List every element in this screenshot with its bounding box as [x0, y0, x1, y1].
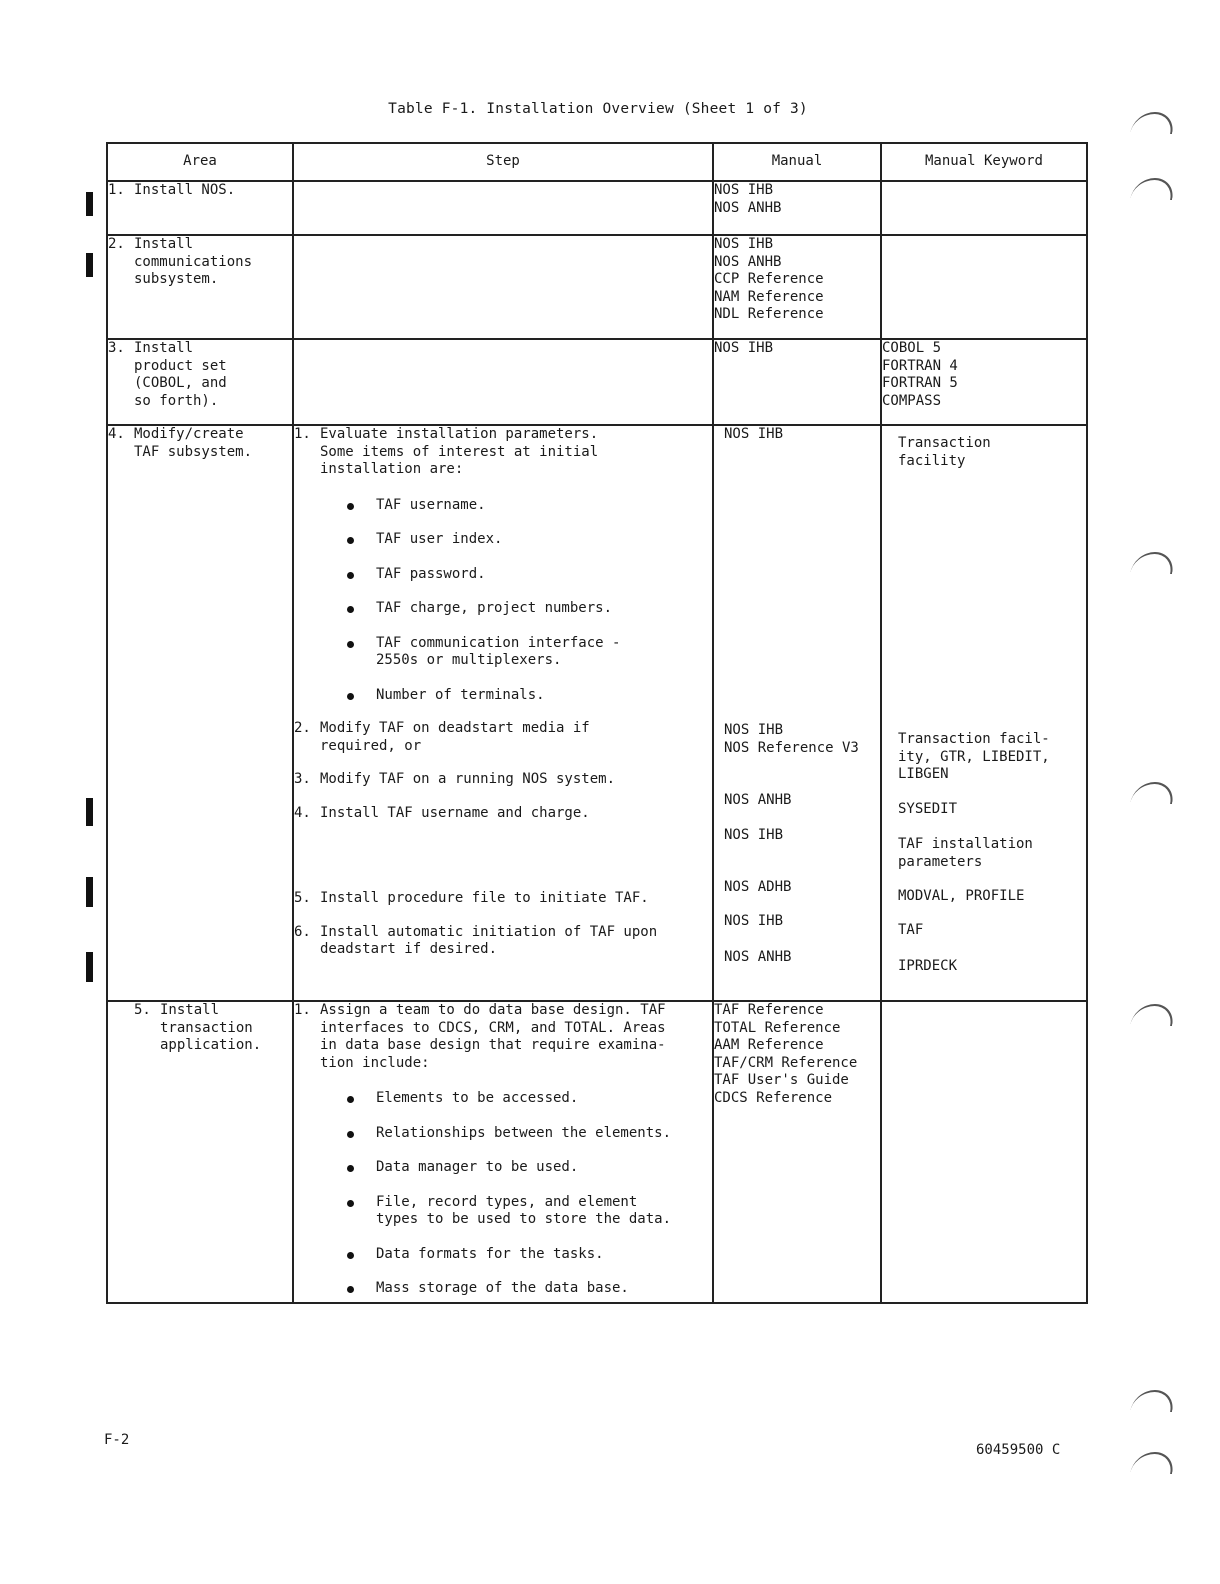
keyword-entry: IPRDECK	[898, 958, 958, 974]
area-cell	[107, 235, 293, 339]
manual-entry: NOS IHB	[724, 913, 784, 929]
step-item	[294, 890, 712, 908]
step-cell	[293, 235, 713, 339]
header-area: Area	[107, 143, 293, 181]
step-item	[294, 924, 712, 959]
binder-hole-mark	[1130, 1004, 1176, 1026]
header-manual: Manual	[713, 143, 881, 181]
bullet-list	[320, 1090, 712, 1298]
step-item	[294, 771, 712, 789]
step-text: Install procedure file to initiate TAF.	[320, 890, 649, 906]
bullet-icon	[342, 1280, 360, 1297]
step-number: 6.	[294, 923, 311, 940]
manual-entry: NOS IHB NOS Reference V3	[724, 722, 859, 756]
list-item: TAF user index.	[320, 531, 712, 549]
bullet-icon	[342, 687, 360, 704]
list-item: File, record types, and element types to be used to store the data.	[320, 1194, 712, 1229]
manual-entry: NOS ANHB	[724, 949, 792, 965]
area-cell	[107, 425, 293, 1001]
table-row	[107, 339, 1087, 425]
keyword-cell	[881, 181, 1087, 235]
page-number: F-2	[104, 1432, 130, 1448]
area-number: 3.	[108, 340, 125, 356]
manual-list: NOS IHB NOS ANHB CCP Reference NAM Reference NDL Reference	[714, 236, 824, 322]
step-text: Install TAF username and charge.	[320, 804, 590, 821]
keyword-cell	[881, 425, 1087, 1001]
step-cell	[293, 339, 713, 425]
area-cell	[107, 181, 293, 235]
binder-hole-mark	[1130, 1390, 1176, 1412]
bullet-icon	[342, 1159, 360, 1176]
manual-cell	[713, 425, 881, 1001]
step-item	[294, 1002, 712, 1298]
list-item: TAF password.	[320, 566, 712, 584]
keyword-list: COBOL 5 FORTRAN 4 FORTRAN 5 COMPASS	[882, 340, 958, 409]
document-number: 60459500 C	[976, 1442, 1061, 1458]
manual-cell	[713, 235, 881, 339]
area-text: Install communications subsystem.	[134, 236, 253, 287]
area-number: 1.	[108, 182, 125, 198]
keyword-entry: TAF installation parameters	[898, 836, 1033, 870]
manual-list: NOS IHB	[714, 340, 774, 356]
binder-hole-mark	[1130, 178, 1176, 200]
keyword-cell	[881, 339, 1087, 425]
step-cell	[293, 181, 713, 235]
manual-entry: NOS IHB	[724, 827, 784, 843]
bullet-icon	[342, 1090, 360, 1107]
bullet-icon	[342, 1125, 360, 1142]
bullet-icon	[342, 566, 360, 583]
binder-hole-mark	[1130, 552, 1176, 574]
binder-hole-mark	[1130, 782, 1176, 804]
binder-hole-mark	[1130, 1452, 1176, 1474]
list-item: TAF charge, project numbers.	[320, 600, 712, 618]
list-item: TAF communication interface - 2550s or multiplexers.	[320, 635, 712, 670]
area-cell	[107, 1001, 293, 1303]
keyword-entry: SYSEDIT	[898, 801, 958, 817]
list-item: Data manager to be used.	[320, 1159, 712, 1177]
step-number: 3.	[294, 771, 311, 787]
bullet-icon	[342, 635, 360, 652]
table-row	[107, 1001, 1087, 1303]
step-number: 2.	[294, 720, 311, 736]
step-text: Assign a team to do data base design. TAF interfaces to CDCS, CRM, and TOTAL. Areas in data base design that require examina- tion include:	[320, 1002, 666, 1071]
step-text: Modify TAF on a running NOS system.	[320, 771, 616, 787]
change-bar	[86, 253, 93, 277]
manual-entry: NOS IHB	[724, 426, 784, 442]
list-item: Elements to be accessed.	[320, 1090, 712, 1108]
area-number: 4.	[108, 426, 125, 442]
step-item	[294, 805, 712, 823]
step-list	[294, 426, 712, 959]
keyword-entry: Transaction facility	[898, 435, 991, 469]
table-row	[107, 181, 1087, 235]
keyword-cell	[881, 1001, 1087, 1303]
step-item	[294, 426, 712, 704]
step-list	[294, 1002, 712, 1298]
area-text: Install transaction application.	[160, 1002, 262, 1053]
bullet-list	[320, 497, 712, 705]
manual-cell	[713, 339, 881, 425]
step-number: 1.	[294, 426, 311, 442]
list-item: Number of terminals.	[320, 687, 712, 705]
bullet-icon	[342, 1246, 360, 1263]
header-manual-keyword: Manual Keyword	[881, 143, 1087, 181]
list-item: Relationships between the elements.	[320, 1125, 712, 1143]
table-header-row	[107, 143, 1087, 181]
step-text: Install automatic initiation of TAF upon deadstart if desired.	[320, 923, 658, 957]
step-number: 4.	[294, 804, 311, 821]
step-number: 1.	[294, 1002, 311, 1018]
area-cell	[107, 339, 293, 425]
header-step: Step	[293, 143, 713, 181]
area-text: Install NOS.	[134, 182, 236, 198]
change-bar	[86, 877, 93, 907]
list-item: TAF username.	[320, 497, 712, 515]
manual-cell	[713, 181, 881, 235]
change-bar	[86, 798, 93, 826]
table-row	[107, 235, 1087, 339]
area-text: Modify/create TAF subsystem.	[134, 426, 253, 460]
keyword-cell	[881, 235, 1087, 339]
keyword-entry: TAF	[898, 922, 924, 938]
manual-list: TAF Reference TOTAL Reference AAM Reference TAF/CRM Reference TAF User's Guide CDCS Reference	[714, 1002, 858, 1106]
table-row	[107, 425, 1087, 1001]
bullet-icon	[342, 600, 360, 617]
step-item	[294, 720, 712, 755]
area-number: 2.	[108, 236, 125, 252]
bullet-icon	[342, 497, 360, 514]
area-text: Install product set (COBOL, and so forth).	[134, 340, 227, 409]
manual-entry: NOS ANHB	[724, 792, 792, 808]
area-number: 5.	[134, 1002, 151, 1018]
bullet-icon	[342, 1194, 360, 1211]
step-cell	[293, 425, 713, 1001]
change-bar	[86, 952, 93, 982]
table-title: Table F-1. Installation Overview (Sheet 1 of 3)	[388, 101, 808, 117]
step-text: Modify TAF on deadstart media if required, or	[320, 720, 590, 754]
step-text: Evaluate installation parameters. Some items of interest at initial installation are:	[320, 426, 599, 477]
change-bar	[86, 192, 93, 216]
step-cell	[293, 1001, 713, 1303]
keyword-entry: Transaction facil- ity, GTR, LIBEDIT, LIBGEN	[898, 731, 1050, 782]
list-item: Mass storage of the data base.	[320, 1280, 712, 1298]
manual-entry: NOS ADHB	[724, 879, 792, 895]
keyword-entry: MODVAL, PROFILE	[898, 888, 1025, 904]
bullet-icon	[342, 531, 360, 548]
step-number: 5.	[294, 890, 311, 906]
installation-overview-table	[106, 142, 1088, 1304]
manual-cell	[713, 1001, 881, 1303]
list-item: Data formats for the tasks.	[320, 1246, 712, 1264]
manual-list: NOS IHB NOS ANHB	[714, 182, 782, 216]
